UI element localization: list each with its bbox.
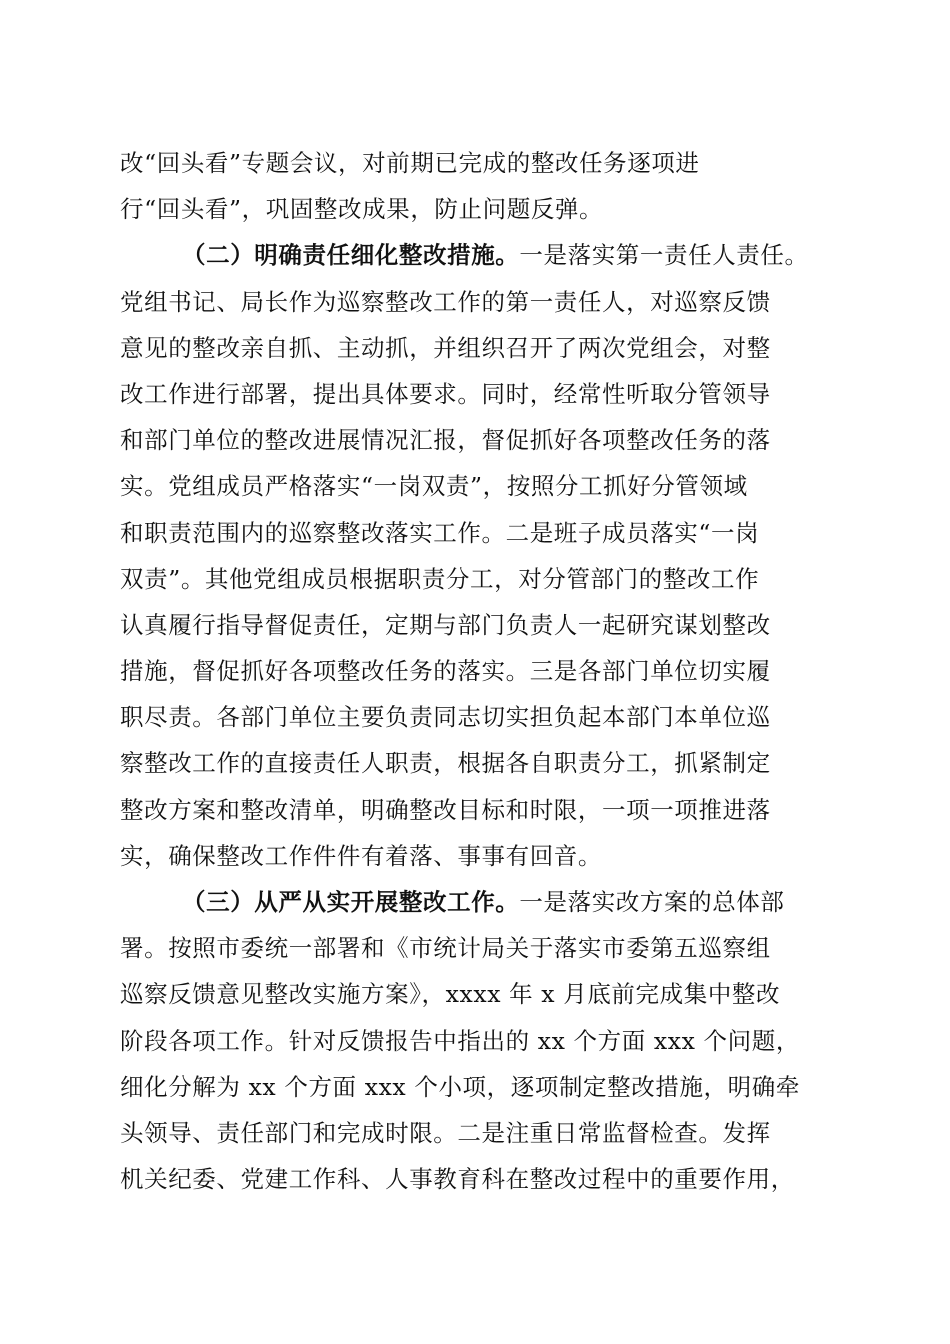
body-text: 和职责范围内的巡察整改落实工作。二是班子成员落实“一岗 [120,518,760,547]
body-text: 实，确保整改工作件件有着落、事事有回音。 [120,841,602,870]
paragraph-line [120,648,832,694]
body-text: 和部门单位的整改进展情况汇报，督促抓好各项整改任务的落 [120,426,771,455]
paragraph-line [120,1110,832,1156]
paragraph-line [120,371,832,417]
paragraph-line [120,463,832,509]
paragraph-line [120,971,832,1017]
paragraph-line [120,1018,832,1064]
body-text: 行“回头看”，巩固整改成果，防止问题反弹。 [120,195,604,224]
body-text: 党组书记、局长作为巡察整改工作的第一责任人，对巡察反馈 [120,287,771,316]
section-heading: （三）从严从实开展整改工作。 [182,888,520,916]
paragraph-heading-line [120,232,832,278]
body-text: 职尽责。各部门单位主要负责同志切实担负起本部门本单位巡 [120,703,771,732]
paragraph-line [120,833,832,879]
paragraph-line [120,740,832,786]
paragraph-line [120,925,832,971]
body-text: 改“回头看”专题会议，对前期已完成的整改任务逐项进 [120,149,700,177]
paragraph-line [120,325,832,371]
body-text: 头领导、责任部门和完成时限。二是注重日常监督检查。发挥 [120,1118,771,1147]
body-text: 署。按照市委统一部署和《市统计局关于落实市委第五巡察组 [120,934,771,963]
body-text: 认真履行指导督促责任，定期与部门负责人一起研究谋划整改 [120,610,771,639]
body-text: 察整改工作的直接责任人职责，根据各自职责分工，抓紧制定 [120,749,771,778]
paragraph-line [120,1156,832,1202]
paragraph-line [120,556,832,602]
body-text: 一是落实改方案的总体部 [519,888,785,916]
paragraph-line [120,186,832,232]
paragraph-line [120,602,832,648]
body-text: 实。党组成员严格落实“一岗双责”，按照分工抓好分管领域 [120,472,748,501]
paragraph-line [120,140,832,186]
paragraph-line [120,1064,832,1110]
body-text: 改工作进行部署，提出具体要求。同时，经常性听取分管领导 [120,379,771,408]
body-text: 双责”。其他党组成员根据职责分工，对分管部门的整改工作 [120,564,760,593]
document-body [120,140,832,1202]
paragraph-line [120,279,832,325]
paragraph-line [120,694,832,740]
body-text: 巡察反馈意见整改实施方案》，xxxx 年 x 月底前完成集中整改 [120,980,781,1009]
body-text: 一是落实第一责任人责任。 [519,241,809,270]
body-text: 整改方案和整改清单，明确整改目标和时限，一项一项推进落 [120,795,771,824]
body-text: 意见的整改亲自抓、主动抓，并组织召开了两次党组会，对整 [120,333,771,362]
body-text: 措施，督促抓好各项整改任务的落实。三是各部门单位切实履 [120,657,771,686]
paragraph-line [120,510,832,556]
paragraph-heading-line [120,879,832,925]
section-heading: （二）明确责任细化整改措施。 [182,241,520,270]
paragraph-line [120,787,832,833]
paragraph-line [120,417,832,463]
body-text: 阶段各项工作。针对反馈报告中指出的 xx 个方面 xxx 个问题， [120,1026,800,1055]
body-text: 细化分解为 xx 个方面 xxx 个小项，逐项制定整改措施，明确牵 [120,1072,800,1101]
body-text: 机关纪委、党建工作科、人事教育科在整改过程中的重要作用， [120,1165,795,1194]
